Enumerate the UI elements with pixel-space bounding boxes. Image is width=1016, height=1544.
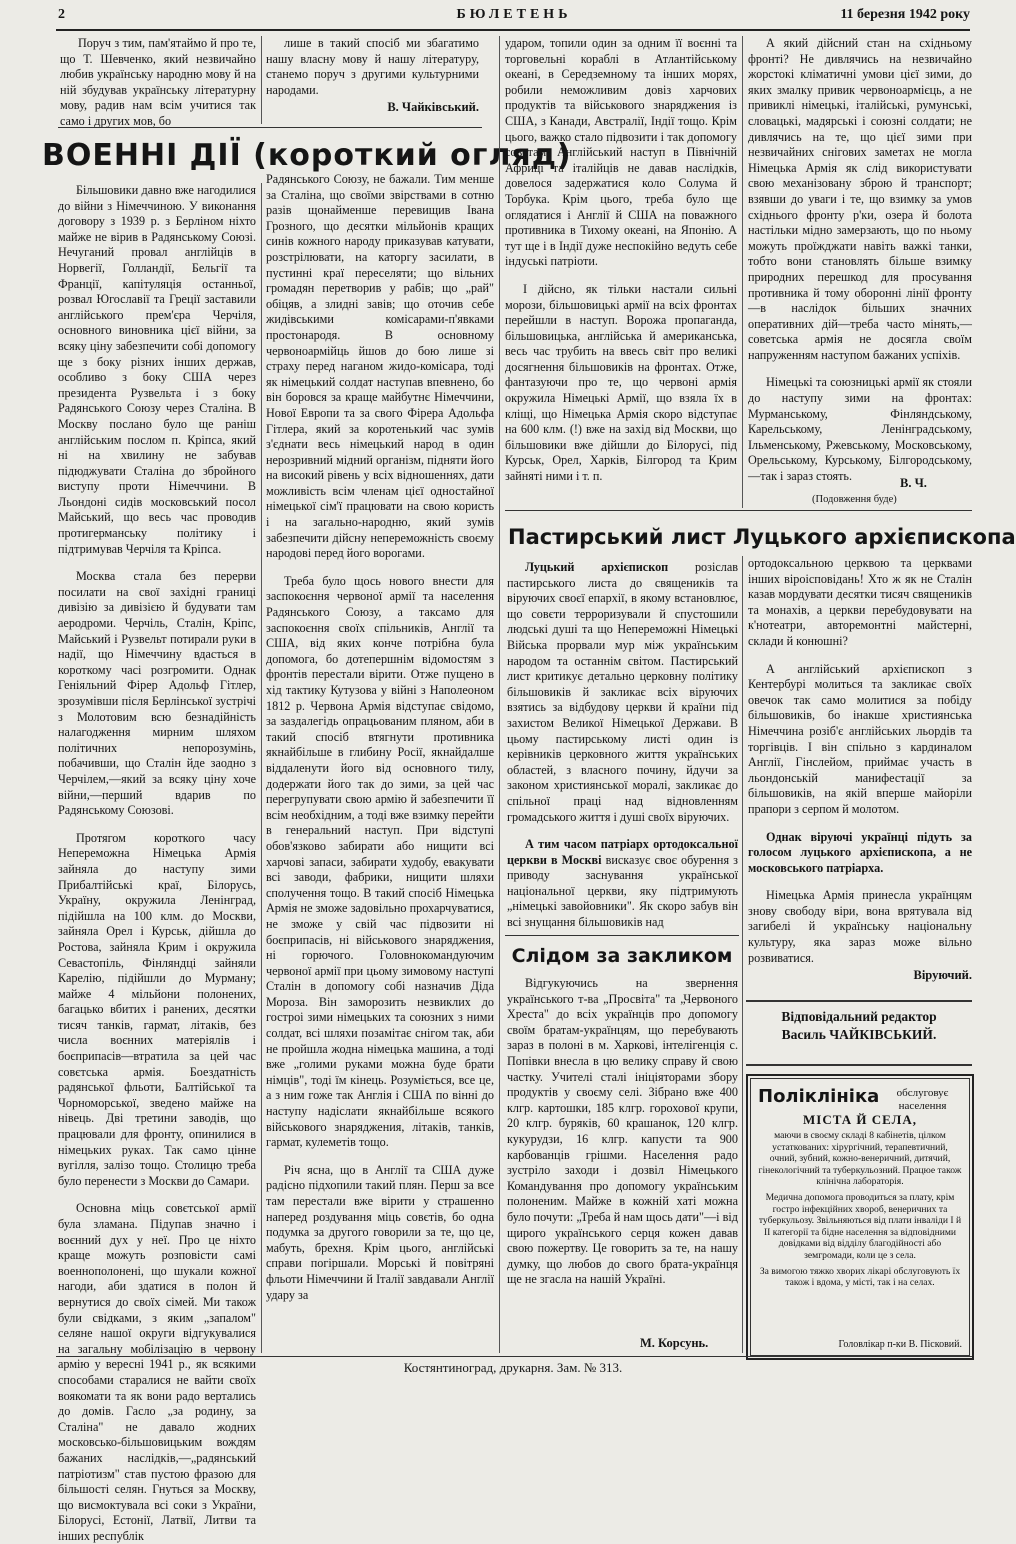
letter-paragraph: А англійський архієпископ з Кентербурі молиться та закликає своїх овечок так само молитися за побіду більшовиків, бо інакше християнська Німеччина розіб'є англійських льордів та торгівців. І він спільно з кардиналом Англії, Гінслейом, приймає участь в льондонській манифестації за більшовиків, на якій вперше майоріли прапори з серпом й молотом. xyxy=(748,661,972,816)
war-col4-paragraph: А який дійсний стан на східньому фронті? Не дивлячись на незвичайно жорстокі кліматичні умови цієї зими, до яких змалку привик червоноармієць, а не привиклі німецькі, італійські, румунські, словацькі, мадярські і союзні солдати; не дивлячись на те, що цієї зими при незвичайних снігових заметах не могла Німецька Армія як слід використувати свою механізовану зброю й транспорт; взявши до уваги і те, що взимку за умов східнього фронту р'ки, озера й болота настільки мідно замерзають, що по ньому можуть проїжджати навіть важкі танки, тобто вони становлять більше взимку природних перешкод для просування противника й тому оборонні лінії фронту—в наслідок більших значних оперативних дій—треба часто мінять,—советська армія не досягла своїм напруженням наступом бажаних успіхів. xyxy=(748,36,972,362)
clinic-paragraph: За вимогою тяжко хворих лікарі обслуговують їх також і вдома, у місті, так і на селах. xyxy=(759,1265,961,1289)
war-col3-paragraph: ударом, топили один за одним її воєнні та торговельні кораблі в Атлантійському океані, в Середземному та інших морях, робили неможливим довіз харчових продуктів та військового знаряджения із США, з Канади, Австралії, Індії тощо. Крім цього, важко стало підвозити і так допомогу советам. Англійський наступ в Північній Африці та італійців не давав наслідків, довелося задержатися коло Солума й Торбука. Крім цього, треба було ще оглядатися і Англії й США на поважного противника в Тихому океані, на Японію. А тут ще і в Індії дуже неспокійно ведуть себе індуські патріоти. xyxy=(505,36,737,269)
editor-name: Василь ЧАЙКІВСЬКИЙ. xyxy=(781,1027,937,1042)
letter-lead-bold: А тим часом патріарх ортодоксальної церкви в Москві xyxy=(507,837,738,867)
war-col1 xyxy=(58,183,256,1543)
war-col4-paragraph: Німецькі та союзницькі армії як стояли до наступу зими на фронтах: Мурманському, Фінляндському, Карельському, Ленінградському, Ільменському, Ржевському, Московському, Орельському, Курському, Білгородському,—так і зараз стоять. xyxy=(748,375,972,484)
section-divider xyxy=(505,510,972,511)
column-divider xyxy=(499,36,500,1353)
printer-footer: Костянтиноград, друкарня. Зам. № 313. xyxy=(403,1360,623,1375)
letter-paragraph: розіслав пастирського листа до священиків та віруючих своєї епархії, в якому встановлює, що совєти терроризували й спустошили людські душі та що Непереможні Німецькі Війська прорвали мур між українським народом та останнім світом. Пастирський лист критикує детально церковну політику більшовиків й закликає всіх віруючих взятись за відбудову церкви й країни під захистом Великої Німецької Держави. В цьому пастирському листі один із керівників церковного життя українських областей, з власного почину, йдучи за законом християнської моралі, закликає до спільної праці над відновленням громадського життя і душі своїх віруючих. xyxy=(507,560,738,824)
letter-article-title: Пастирський лист Луцького архієпископа xyxy=(508,525,1016,549)
trace-signature: М. Корсунь. xyxy=(640,1336,709,1350)
war-article-title: ВОЕННІ ДІЇ (короткий огляд) xyxy=(42,138,572,173)
article1-col1 xyxy=(60,36,256,128)
war-col2-paragraph: Річ ясна, що в Англії та США дуже радісно підхопили такий плян. Перш за все там перестали вже вірити у страшенно наперед роздування міць совєтів, бо одна подумка за другого говорили за те, що це, мабуть, брехня. Крім цього, англійські справи погіршали. Морські й повітряні фльоти Німеччини й Італії завдавали Англії удару за xyxy=(266,1162,494,1302)
page-number: 2 xyxy=(58,7,65,22)
letter-paragraph: Однак віруючі українці підуть за голосом луцького архієпископа, а не московського патріарха. xyxy=(748,829,972,875)
war-col3 xyxy=(505,36,737,508)
clinic-paragraph: Медична допомога проводиться за плату, крім гостро інфекційних хвороб, венеричних та туберкульозу. Звільняються від плати інваліди І й ІІ категорії та бідне населення за відповідними довідками від відділу благодійності або земгромади, коли це з села. xyxy=(758,1191,962,1261)
article1-signature: В. Чайківський. xyxy=(387,100,479,115)
letter-paragraph: ортодоксальною церквою та церквами інших віроісповідань! Хто ж як не Сталін казав мордувати десятки тисяч священиків та монахів, а церкви перебудовувати на к'нотеатри, авторемонтні майстерні, склади й конюшні? xyxy=(748,556,972,648)
editor-block xyxy=(746,1008,972,1063)
article1-col1-text: Поруч з тим, пам'ятаймо й про те, що Т. Шевченко, який незвичайно любив українську народню мову й на ній збудував українську літературну мову, радив нам всім учитися так само і других мов, бо xyxy=(60,36,256,128)
editor-label: Відповідальний редактор xyxy=(781,1009,937,1024)
clinic-head-doctor: Головлікар п-ки В. Пісковий. xyxy=(838,1339,962,1350)
letter-paragraph: висказує своє обурення з приводу заснування української національної церкви, яку підтримують „німецькі завойовники". Як скоро забув він всі знущання більшовиків над xyxy=(507,852,738,930)
clinic-body xyxy=(758,1130,962,1293)
war-col4 xyxy=(748,36,972,491)
war-col2 xyxy=(266,172,494,1353)
clinic-title-side: обслуговує населення xyxy=(896,1087,949,1112)
column-divider xyxy=(742,556,743,1353)
war-col1-paragraph: Протягом короткого часу Непереможна Німецька Армія зайняла до наступу зими Прибалтійські краї, Білорусь, Україну, окружила Ленінград, підійшла на 100 клм. до Москви, зайняла Орел і Курськ, дійшла до Ростова, зайняла Крим і окружила Севастопіль, Фінляндці зайняли Карелію, підійшли до Мурману; майже 4 мільйони полонених, багацько вбитих і ранених, десятки тисяч танків, гармат, літаків, без числа воєнних матеріялів і боєприпасів—втратила за цей час совєтська армія. Боездатність радянської фльоти, Балтійської та Чорноморської, зведено майже на нівець. Дві третини заводів, що працювали для фронту, опинилися в німецьких руках. Так само цінне вугілля, залізо тощо. Столицю треба було перенести з Москви до Самари. xyxy=(58,830,256,1188)
war-col2-paragraph: Треба було щось нового внести для заспокоєння червоної армії та населення Радянського Союзу, а таксамо для заспокоєння своїх спільників, Англії та США, від яких конче потрібна була допомога, бо дотепершнім відомостям з фронтів перестали вірити. Отже пущено в хід тактику Кутузова у війні з Наполеоном 1812 р. Червона Армія відступає свідомо, за заздалегідь опрацьованим пляном, аби в такий спосіб втягнути противника якнайбільше в глибину Росії, якнайдалше віддаленути його від основного тилу, додержати його так до зими, за цей час перегрупувати свою армію й забезпечити її всім необхідним, а тоді вже взимку перейти в генеральний наступ. При відступі обов'язково забирати або нищити всі харчові запаси, забирати худобу, евакувати всі заводи, фабрики, нищити шляхи сполучення тощо. В такий спосіб Німецька Армія не зможе задовільно прохарчуватися, не зможе у свій час підвозити ні боєприпасів, ні військового знаряджения, ні горючого. Головнокомандуючим червоної армії при цьому зимовому наступі Сталін в допомогу собі назначив Діда Мороза. Він заморозить незвиклих до гостроі зими німецьких та союзних з ними солдат, всі шляхи позамітає снігом так, аби не пройшла жодна німецька машина, а тоді вже „голими руками можна буде брати німців", тоді їм кінець. Розуміється, все це, а з ним гоже так Англія і США по вінні до наступу надіслати якнайбільше всякого військового знаряджения, літаків, танків, гармат, кулеметів тощо. xyxy=(266,573,494,1150)
war-col3-paragraph: І дійсно, як тільки настали сильні морози, більшовицькі армії на всіх фронтах перейшли в наступ. Ворожа пропаганда, більшовицька, англійська й американська, весь час трубить на ввесь світ про великі досягнення більшовиків на фронтах. Отже, фантазуючи про те, що червоні армія окружила Німецькі Армії, що взяла їх в кліщі, що Німецька Армія скоро відступає на 600 клм. (!) вже на захід від Москви, що більшовики вже дійшли до Білорусі, під Курськ, Орел, Харків, Білгород та Крим зайняті ними і т. п. xyxy=(505,281,737,484)
column-divider xyxy=(261,183,262,1353)
issue-date: 11 березня 1942 року xyxy=(840,7,970,22)
trace-article-title: Слідом за закликом xyxy=(511,945,733,967)
section-divider xyxy=(505,935,739,936)
clinic-subtitle: МІСТА Й СЕЛА, xyxy=(803,1112,917,1127)
article1-col2-text: лише в такий спосіб ми збагатимо нашу власну мову й нашу літературу, станемо поруч з другими культурними народами. xyxy=(266,36,479,97)
column-divider xyxy=(261,36,262,124)
header-rule xyxy=(56,29,970,31)
footer-rule xyxy=(56,1356,972,1357)
trace-column xyxy=(507,976,738,1333)
masthead: БЮЛЕТЕНЬ xyxy=(456,7,572,22)
continued-note: (Подовження буде) xyxy=(812,494,897,505)
clinic-paragraph: маючи в своєму складі 8 кабінетів, цілком устаткованих: хірургічний, терапевтичний, очний, зубний, кожно-венеричний, дитячий, гінекологічний та туберкульозний. Працюе також клінічна лабораторія. xyxy=(758,1130,962,1188)
editor-rule xyxy=(746,1064,972,1066)
letter-lead-bold: Луцький архієпископ xyxy=(525,560,669,574)
war-col1-paragraph: Більшовики давно вже нагодилися до війни з Німеччиною. У виконання договору з 1939 р. з Берліном ніхто майже не вірив в Радянському Союзі. Нечуганий провал англійців в Норвегії, Голландії, Бельгії та Франції, капітуляція останньої, розвал Югославії та Греції заставили англійського прем'єра Черчіля, основного виновника цієї війни, за всяку ціну забезпечити собі допомогу ще з боку різних інших держав, особливо з боку США через президента Рузвельта і з боку Радянського Союзу через Сталіна. В Москву послано було ще раніш англійським послом п. Кріпса, який ні на хвилину не забував підюджувати Сталіна до збройного виступу проти Німеччини. В Льондоні сидів московський посол Майський, що весь час проводив протигерманську політику і підтримував Черчіля та Кріпса. xyxy=(58,183,256,556)
war-col2-paragraph: Радянського Союзу, не бажали. Тим менше за Сталіна, що своїми звірствами в сотню разів щонайменше перевищив Івана Грозного, що десятки мільйонів кращих синів кожного народу приказував катувати, розстрілювати, на каторгу засилати, в пустинні краї переселяти; що вільних громадян перетворив у рабів; що „рай" обіцяв, а злидні завів; що оточив себе жидівськими комісарами-п'явками простонародя. В основному червоноармійць йшов до бою лише зі страху перед наганом жидо-комісара, тоді як німецький солдат наступав впевнено, бо він боровся за краще майбутнє Німеччини, Нової Европи та за свого Фірера Адольфа Гітлера, який за коротенький час зумів з'єднати весь німецький народ в один нерозривний мідний організм, підняти його на високий рівень у всіх відношеннях, дати можливість всім членам цієї одностайної німецької сім'ї працювати на свою користь і на загально-народню, який зумів забезпечити дійсну непереможність своєму народові перед його ворогами. xyxy=(266,172,494,561)
section-divider xyxy=(58,127,482,128)
letter-signature: Віруючий. xyxy=(913,968,972,983)
letter-paragraph: Німецька Армія принесла українцям знову свободу віри, вона врятувала від загибелі й українську національну культуру, яка зараз може вільно розвиватися. xyxy=(748,888,972,965)
war-col1-paragraph: Москва стала без перерви посилати на свої західні границі дивізію за дивізією й будувати там аеродроми. Черчіль, Сталін, Кріпс, Майський і Рузвельт потирали руки в надії, що Німеччину вдасться в короткому часі розгромити. Однак Геніяльний Фірер Адольф Гітлер, зрозумівши після Берлінської зустрічі з Молотовим всю безнадійність налагодження мирним шляхом політичних непорозумінь, побачивши, що Сталін йде заодно з Черчілем,—який за всяку ціну хоче війни,—перший вдарив по Радянському Союзові. xyxy=(58,569,256,818)
clinic-title: Поліклініка xyxy=(758,1086,880,1107)
war-col1-paragraph: Основна міць совєтської армії була зламана. Підупав значно і воєнний дух у неї. Про це ніхто краще можуть розповісти самі военнополонені, що шукали кожної нагоди, аби здатися в полон й вернутися до своїх сімей. Ми також були свідками, з яким „запалом" селяне нашої округи відгукувалися на загальну мобілізацію в червону армію у вересні 1941 р., як всякими способами старалися не вайти своїх воякомати та як вони радо вертались до домів. Гасло „за родину, за Сталіна" не давало жодних московсько-більшовицьким вождям бажаних наслідків,—„радянський патріотизм" став пустою фразою для більшості селян. Гнуться за Москву, що висмоктувала всі соки з України, Білорусі, Естонії, Латвії, Литви та інших республік xyxy=(58,1201,256,1543)
war-signature: В. Ч. xyxy=(900,476,927,490)
trace-paragraph: Відгукуючись на звернення українського т-ва „Просвіта" та „Червоного Хреста" до всіх українців про допомогу своїм братам-українцям, що перебувають зараз в полоні в м. Харкові, інтелігенція с. Попівки внесла в цю велику справу й свою частку. Учителі сталі ініціяторами збору продуктів у своєму селі. Зібрано вже 400 клгр. картошки, 185 клгр. горохової крупи, 20 клгр. буряків, 60 крашанок, 120 клгр. кукурудзи, 16 клгр. капусти та 900 карбованців грішми. Населення радо зустріло заходи і дозвіл Німецького Командування про допомогу українським полоненим. Майже в кожній хаті можна було почути: „Треба й нам щось дати"—і від щирого українського серця кожен давав свою пожертву. Це говорить за те, на нашу думку, що любов до свого брата-українця ще не згасла на нашій Україні. xyxy=(507,976,738,1287)
editor-rule xyxy=(746,1000,972,1002)
page-header xyxy=(58,7,970,29)
article1-col2 xyxy=(266,36,479,124)
letter-colB xyxy=(748,556,972,996)
column-divider xyxy=(742,36,743,508)
letter-colA xyxy=(507,560,738,932)
clinic-advertisement xyxy=(746,1074,974,1360)
